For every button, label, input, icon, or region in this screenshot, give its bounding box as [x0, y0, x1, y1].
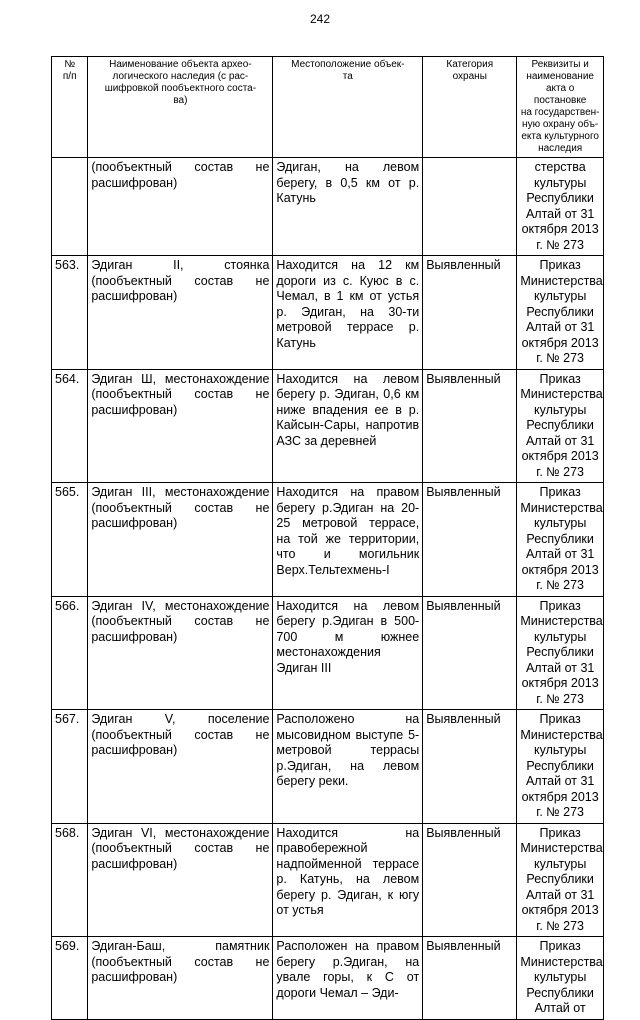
cell-category: Выявленный — [423, 937, 517, 1020]
header-object-name: Наименование объекта архео- логического наследия (с рас- шифровкой пообъектного соста- ва) — [88, 57, 273, 158]
cell-category: Выявленный — [423, 823, 517, 937]
cell-category: Выявленный — [423, 710, 517, 824]
table-row — [52, 369, 604, 483]
cell-requisites: Приказ Министерства культуры Республики Алтай от 31 октября 2013 г. № 273 — [517, 596, 604, 710]
cell-location: Расположено на мысовидном выступе 5-метровой террасы р.Эдиган, на левом берегу реки. — [273, 710, 423, 824]
cell-location: Находится на 12 км дороги из с. Куюс в с. Чемал, в 1 км от устья р. Эдиган, на 30-ти метровой террасе р. Катунь — [273, 256, 423, 370]
cell-category — [423, 158, 517, 256]
monuments-table — [51, 56, 604, 1020]
table-row — [52, 483, 604, 597]
cell-location: Находится на левом берегу р. Эдиган, 0,6 км ниже впадения ее в р. Кайсын-Сары, напротив АЗС за деревней — [273, 369, 423, 483]
cell-number: 564. — [52, 369, 88, 483]
table-row — [52, 596, 604, 710]
cell-object-name: Эдиган Ш, местонахождение (пообъектный состав не расшифрован) — [88, 369, 273, 483]
cell-requisites: Приказ Министерства культуры Республики Алтай от 31 октября 2013 г. № 273 — [517, 710, 604, 824]
table-row — [52, 710, 604, 824]
cell-object-name: Эдиган II, стоянка (пообъектный состав не расшифрован) — [88, 256, 273, 370]
cell-number: 567. — [52, 710, 88, 824]
cell-requisites: Приказ Министерства культуры Республики Алтай от 31 октября 2013 г. № 273 — [517, 823, 604, 937]
cell-object-name: Эдиган V, поселение (пообъектный состав не расшифрован) — [88, 710, 273, 824]
header-requisites: Реквизиты и наименование акта о постановке на государствен- ную охрану объ- екта культурного наследия — [517, 57, 604, 158]
cell-location: Находится на левом берегу р.Эдиган в 500-700 м южнее местонахождения Эдиган III — [273, 596, 423, 710]
cell-number: 568. — [52, 823, 88, 937]
cell-requisites: стерства культуры Республики Алтай от 31 октября 2013 г. № 273 — [517, 158, 604, 256]
cell-category: Выявленный — [423, 369, 517, 483]
cell-object-name: Эдиган VI, местонахождение (пообъектный состав не расшифрован) — [88, 823, 273, 937]
table-row — [52, 256, 604, 370]
table-row — [52, 158, 604, 256]
cell-object-name: Эдиган IV, местонахождение (пообъектный состав не расшифрован) — [88, 596, 273, 710]
cell-requisites: Приказ Министерства культуры Республики Алтай от — [517, 937, 604, 1020]
cell-location: Находится на правобережной надпойменной террасе р. Катунь, на левом берегу р. Эдиган, к югу от устья — [273, 823, 423, 937]
table-row — [52, 937, 604, 1020]
cell-number: 563. — [52, 256, 88, 370]
cell-requisites: Приказ Министерства культуры Республики Алтай от 31 октября 2013 г. № 273 — [517, 483, 604, 597]
cell-category: Выявленный — [423, 256, 517, 370]
table-row — [52, 823, 604, 937]
page-number: 242 — [309, 12, 331, 26]
cell-number: 565. — [52, 483, 88, 597]
cell-location: Находится на правом берегу р.Эдиган на 20-25 метровой террасе, на той же территории, что и могильник Верх.Тельтехмень-I — [273, 483, 423, 597]
cell-object-name: Эдиган-Баш, памятник (пообъектный состав не расшифрован) — [88, 937, 273, 1020]
cell-location: Расположен на правом берегу р.Эдиган, на увале горы, к С от дороги Чемал – Эди- — [273, 937, 423, 1020]
header-number: № п/п — [52, 57, 88, 158]
cell-category: Выявленный — [423, 483, 517, 597]
header-location: Местоположение объек- та — [273, 57, 423, 158]
table-header-row — [52, 57, 604, 158]
header-category: Категория охраны — [423, 57, 517, 158]
cell-number: 569. — [52, 937, 88, 1020]
cell-location: Эдиган, на левом берегу, в 0,5 км от р. Катунь — [273, 158, 423, 256]
cell-category: Выявленный — [423, 596, 517, 710]
cell-number: 566. — [52, 596, 88, 710]
cell-object-name: (пообъектный состав не расшифрован) — [88, 158, 273, 256]
cell-requisites: Приказ Министерства культуры Республики Алтай от 31 октября 2013 г. № 273 — [517, 256, 604, 370]
cell-number — [52, 158, 88, 256]
cell-requisites: Приказ Министерства культуры Республики Алтай от 31 октября 2013 г. № 273 — [517, 369, 604, 483]
cell-object-name: Эдиган III, местонахождение (пообъектный состав не расшифрован) — [88, 483, 273, 597]
